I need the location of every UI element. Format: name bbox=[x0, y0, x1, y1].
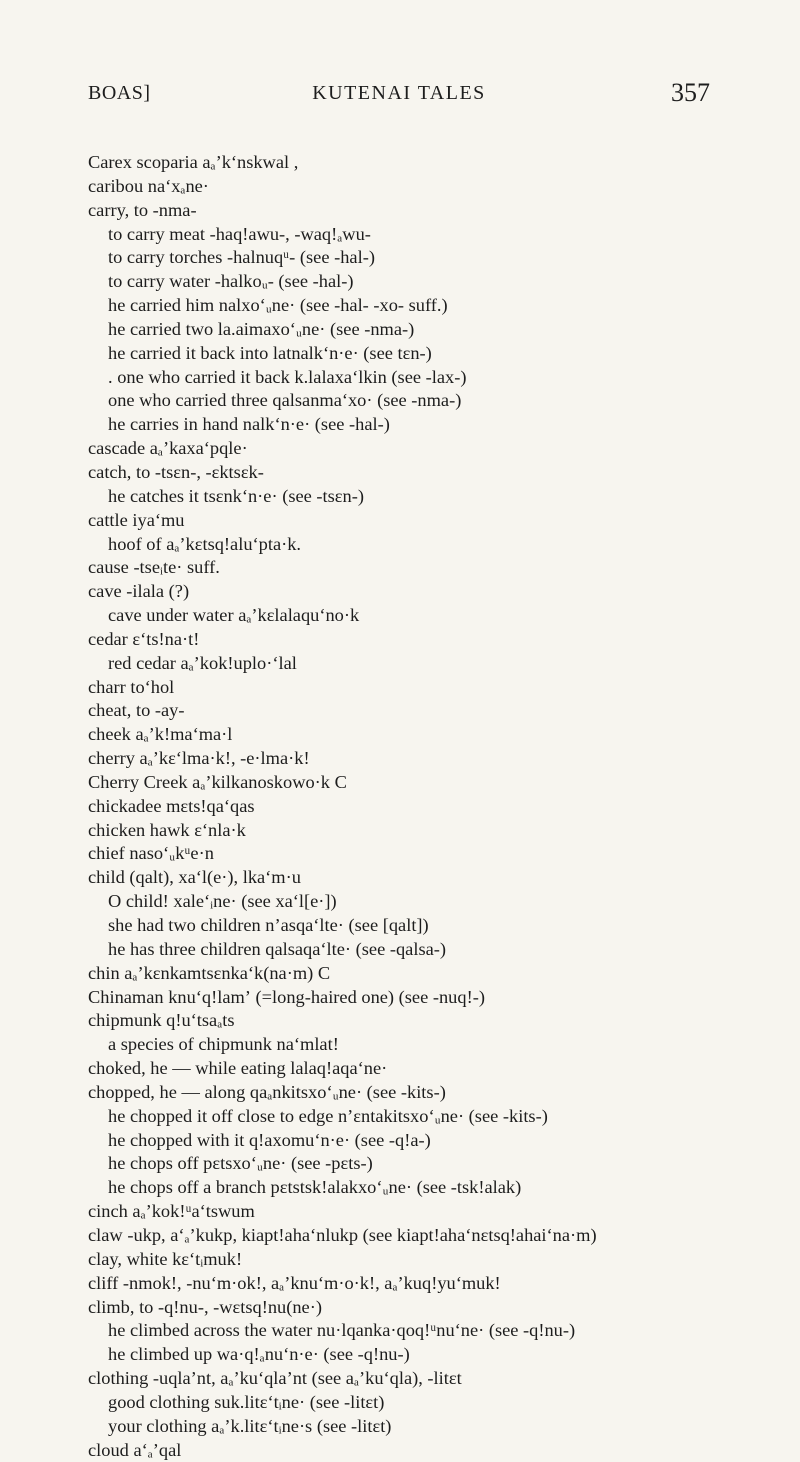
headword-entry: cliff -nmok!, -nuʻm·ok!, aₐʼknuʻm·o·k!, aₐʼkuq!yuʻmuk! bbox=[88, 1272, 501, 1293]
headword-entry: Chinaman knuʻq!lamʼ (=long-haired one) (see -nuq!-) bbox=[88, 986, 485, 1007]
headword-entry: cheek aₐʼk!maʻma·l bbox=[88, 724, 233, 745]
sub-entry: he climbed up wa·q!ₐnuʻn·e· (see -q!nu-) bbox=[108, 1344, 410, 1365]
headword-entry: cave -ilala (?) bbox=[88, 581, 190, 602]
sub-entry: he carries in hand nalkʻn·e· (see -hal-) bbox=[108, 414, 390, 435]
sub-entry: he carried two la.aimaxoʻᵤne· (see -nma-) bbox=[108, 318, 415, 339]
sub-entry: red cedar aₐʼkok!uplo·ʻlal bbox=[108, 652, 297, 673]
headword-entry: chicken hawk ɛʻnla·k bbox=[88, 819, 246, 840]
headword-entry: cattle iyaʻmu bbox=[88, 509, 185, 530]
headword-entry: clothing -uqlaʼnt, aₐʼkuʻqlaʼnt (see aₐʼkuʻqla), -litɛt bbox=[88, 1368, 462, 1389]
author-label: BOAS] bbox=[88, 82, 151, 104]
sub-entry: hoof of aₐʼkɛtsq!aluʻpta·k. bbox=[108, 533, 302, 554]
sub-entry: she had two children nʼasqaʻlte· (see [qalt]) bbox=[108, 915, 429, 935]
sub-entry: to carry water -halkoᵤ- (see -hal-) bbox=[108, 271, 354, 292]
headword-entry: clay, white kɛʻtᵢmuk! bbox=[88, 1248, 243, 1269]
headword-entry: cascade aₐʼkaxaʻpqle· bbox=[88, 438, 248, 459]
sub-entry: he has three children qalsaqaʻlte· (see -qalsa-) bbox=[108, 938, 447, 959]
headword-entry: charr toʻhol bbox=[88, 676, 175, 697]
vocabulary-entries bbox=[88, 151, 728, 1462]
sub-entry: O child! xaleʻᵢne· (see xaʻl[e·]) bbox=[108, 891, 337, 912]
headword-entry: chipmunk q!uʻtsaₐts bbox=[88, 1010, 235, 1031]
sub-entry: to carry meat -haq!awu-, -waq!ₐwu- bbox=[108, 223, 371, 244]
running-header bbox=[88, 78, 710, 118]
book-title: KUTENAI TALES bbox=[312, 82, 486, 104]
headword-entry: cherry aₐʼkɛʻlma·k!, -e·lma·k! bbox=[88, 748, 310, 769]
sub-entry: he catches it tsɛnkʻn·e· (see -tsɛn-) bbox=[108, 485, 364, 506]
headword-entry: catch, to -tsɛn-, -ɛktsɛk- bbox=[88, 461, 264, 482]
headword-entry: chin aₐʼkɛnkamtsɛnkaʻk(na·m) C bbox=[88, 962, 331, 983]
headword-entry: cause -tseᵢte· suff. bbox=[88, 557, 220, 578]
headword-entry: cloud aʻₐʼqal bbox=[88, 1439, 182, 1460]
sub-entry: to carry torches -halnuqᵘ- (see -hal-) bbox=[108, 247, 375, 268]
headword-entry: Cherry Creek aₐʼkilkanoskowo·k C bbox=[88, 771, 347, 792]
sub-entry: a species of chipmunk naʻmlat! bbox=[108, 1034, 339, 1055]
headword-entry: cinch aₐʼkok!ᵘaʻtswum bbox=[88, 1201, 255, 1222]
sub-entry: he chopped with it q!axomuʻn·e· (see -q!a-) bbox=[108, 1129, 431, 1150]
headword-entry: cedar ɛʻts!na·t! bbox=[88, 628, 200, 649]
headword-entry: chief nasoʻᵤkᵘe·n bbox=[88, 843, 214, 864]
headword-entry: cheat, to -ay- bbox=[88, 700, 185, 721]
headword-entry: caribou naʻxₐne· bbox=[88, 175, 209, 196]
sub-entry: he climbed across the water nu·lqanka·qoq!ᵘnuʻne· (see -q!nu-) bbox=[108, 1320, 576, 1341]
sub-entry: he chopped it off close to edge nʼɛntakitsxoʻᵤne· (see -kits-) bbox=[108, 1105, 548, 1126]
sub-entry: he chops off a branch pɛtstsk!alakxoʻᵤne· (see -tsk!alak) bbox=[108, 1177, 522, 1198]
sub-entry: he carried it back into latnalkʻn·e· (see tɛn-) bbox=[108, 342, 432, 363]
headword-entry: chopped, he — along qaₐnkitsxoʻᵤne· (see -kits-) bbox=[88, 1081, 446, 1102]
headword-entry: choked, he — while eating lalaq!aqaʻne· bbox=[88, 1058, 388, 1079]
sub-entry: cave under water aₐʼkɛlalaquʻno·k bbox=[108, 605, 360, 626]
headword-entry: Carex scoparia aₐʼkʻnskwal , bbox=[88, 152, 299, 172]
page-number: 357 bbox=[671, 78, 710, 107]
sub-entry: he carried him nalxoʻᵤne· (see -hal- -xo- suff.) bbox=[108, 295, 448, 316]
headword-entry: claw -ukp, aʻₐʼkukp, kiapt!ahaʻnlukp (see kiapt!ahaʻnɛtsq!ahaiʻna·m) bbox=[88, 1224, 597, 1245]
headword-entry: chickadee mɛts!qaʻqas bbox=[88, 795, 255, 816]
headword-entry: child (qalt), xaʻl(e·), lkaʻm·u bbox=[88, 867, 301, 888]
sub-entry: one who carried three qalsanmaʻxo· (see -nma-) bbox=[108, 390, 462, 411]
sub-entry: good clothing suk.litɛʻtᵢne· (see -litɛt) bbox=[108, 1391, 385, 1412]
sub-entry: . one who carried it back k.lalaxaʻlkin (see -lax-) bbox=[108, 366, 467, 387]
sub-entry: your clothing aₐʼk.litɛʻtᵢne·s (see -litɛt) bbox=[108, 1415, 392, 1436]
headword-entry: climb, to -q!nu-, -wɛtsq!nu(ne·) bbox=[88, 1296, 322, 1317]
sub-entry: he chops off pɛtsxoʻᵤne· (see -pɛts-) bbox=[108, 1153, 373, 1174]
headword-entry: carry, to -nma- bbox=[88, 199, 197, 220]
